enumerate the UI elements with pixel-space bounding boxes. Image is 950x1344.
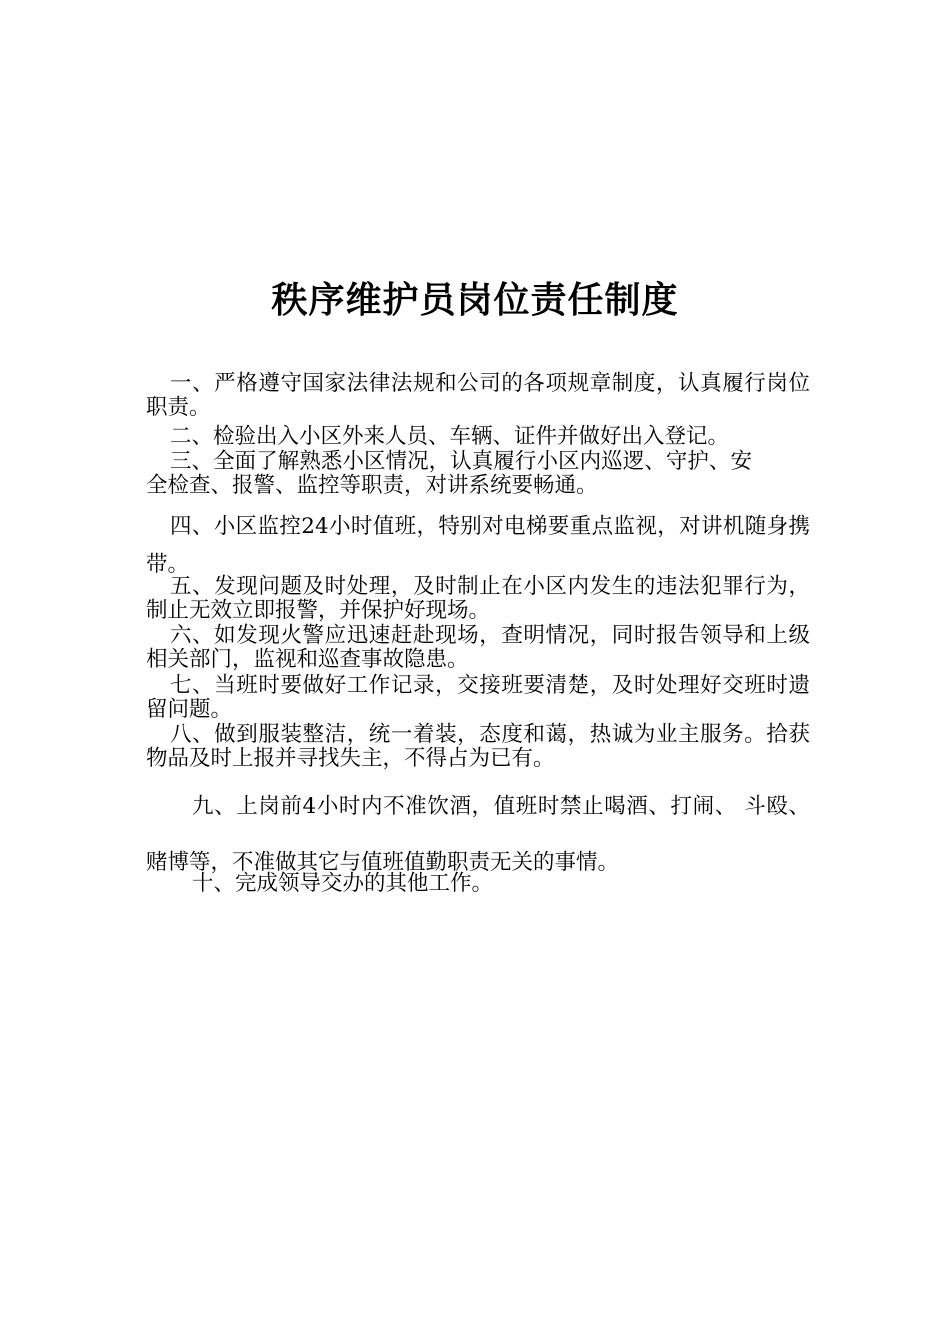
page-title: 秩序维护员岗位责任制度: [271, 279, 679, 321]
clause-2: 二、检验出入小区外来人员、车辆、证件并做好出入登记。: [170, 424, 730, 449]
clause-3: 三、全面了解熟悉小区情况，认真履行小区内巡逻、守护、安全检查、报警、监控等职责，对讲系统要畅通。: [146, 449, 752, 498]
clause-1: 一、严格遵守国家法律法规和公司的各项规章制度，认真履行岗位职责。: [146, 371, 810, 420]
clause-8: 八、做到服装整洁，统一着装，态度和蔼，热诚为业主服务。拾获物品及时上报并寻找失主，不得占为已有。: [146, 722, 810, 771]
clause-5: 五、发现问题及时处理，及时制止在小区内发生的违法犯罪行为，制止无效立即报警，并保护好现场。: [146, 574, 810, 623]
clause-7: 七、当班时要做好工作记录，交接班要清楚，及时处理好交班时遗留问题。: [146, 673, 810, 722]
clause-9: 九、上岗前4小时内不准饮酒，值班时禁止喝酒、打闹、 斗殴、赌博等，不准做其它与值班值勤职责无关的事情。: [146, 794, 810, 875]
clause-4: 四、小区监控24小时值班，特别对电梯要重点监视，对讲机随身携带。: [146, 514, 810, 577]
clause-10: 十、完成领导交办的其他工作。: [192, 871, 494, 896]
clause-6: 六、如发现火警应迅速赶赴现场，查明情况，同时报告领导和上级相关部门，监视和巡查事故隐患。: [146, 623, 810, 672]
